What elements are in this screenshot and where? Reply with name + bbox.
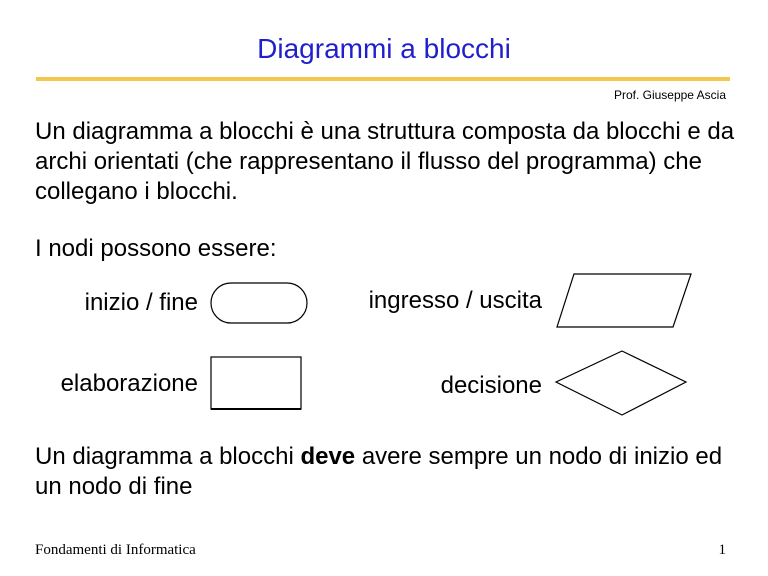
decision-diamond-icon	[554, 349, 690, 419]
closing-emphasis: deve	[300, 443, 356, 470]
nodes-heading: I nodi possono essere:	[35, 235, 277, 262]
page-number: 1	[718, 542, 726, 558]
closing-text-before: Un diagramma a blocchi	[35, 443, 301, 470]
process-label: elaborazione	[60, 370, 198, 397]
intro-paragraph: Un diagramma a blocchi è una struttura composta da blocchi e da archi orientati (che rappresentano il flusso del programma) che collegano i blocchi.	[35, 118, 735, 205]
footer-course: Fondamenti di Informatica	[35, 542, 196, 558]
title-divider	[36, 77, 730, 81]
input-output-label: ingresso / uscita	[368, 287, 542, 314]
author-name: Prof. Giuseppe Ascia	[613, 88, 726, 102]
closing-text-after: avere sempre un nodo di inizio ed un nodo di fine	[35, 443, 723, 500]
closing-paragraph	[35, 442, 735, 502]
terminator-shape-icon	[210, 282, 310, 326]
start-end-label: inizio / fine	[84, 289, 198, 316]
slide-title: Diagrammi a blocchi	[257, 33, 511, 64]
decision-label: decisione	[440, 372, 542, 399]
parallelogram-shape-icon	[555, 272, 695, 330]
process-rectangle-icon	[209, 355, 305, 413]
